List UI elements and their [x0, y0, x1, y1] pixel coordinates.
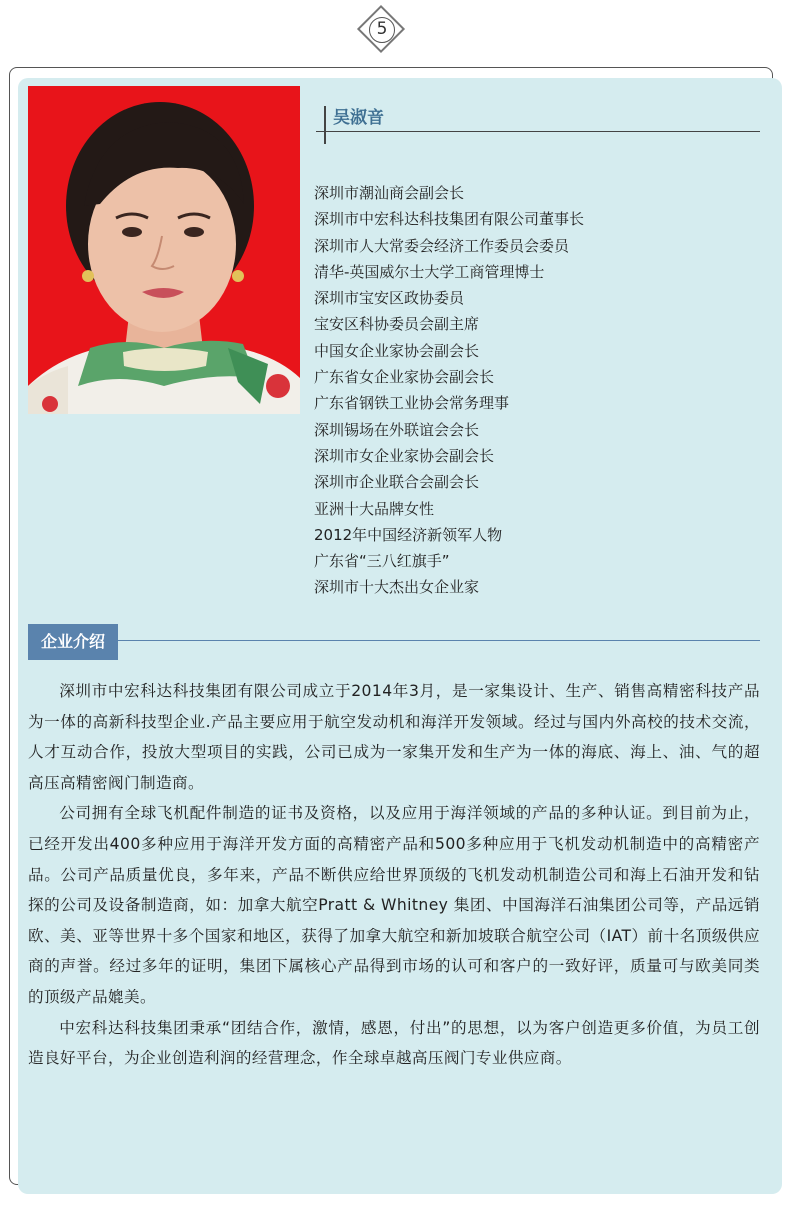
section-divider: [118, 640, 760, 641]
intro-paragraph: 深圳市中宏科达科技集团有限公司成立于2014年3月，是一家集设计、生产、销售高精密科技产品为一体的高新科技型企业.产品主要应用于航空发动机和海洋开发领域。经过与国内外高校的技术交流，人才互动合作，投放大型项目的实践，公司已成为一家集开发和生产为一体的海底、海上、油、气的超高压高精密阀门制造商。: [28, 682, 760, 792]
title-item: 广东省钢铁工业协会常务理事: [314, 394, 510, 413]
title-item: 深圳市潮汕商会副会长: [314, 184, 465, 202]
title-item: 深圳市企业联合会副会长: [314, 473, 480, 492]
portrait-photo: [28, 86, 300, 414]
title-item: 宝安区科协委员会副主席: [314, 315, 480, 334]
title-item: 2012年中国经济新领军人物: [314, 525, 503, 544]
title-item: 深圳市宝安区政协委员: [314, 289, 465, 308]
section-number-badge: [358, 6, 406, 54]
title-item: 清华-英国威尔士大学工商管理博士: [314, 262, 545, 281]
name-marker-line: [324, 106, 326, 144]
title-item: 亚洲十大品牌女性: [314, 499, 435, 518]
person-portrait-icon: [28, 86, 300, 414]
title-item: 深圳市中宏科达科技集团有限公司董事长: [314, 210, 585, 229]
intro-paragraph: 公司拥有全球飞机配件制造的证书及资格，以及应用于海洋领域的产品的多种认证。到目前为止，已经开发出400多种应用于海洋开发方面的高精密产品和500多种应用于飞机发动机制造中的高精密产品。公司产品质量优良，多年来，产品不断供应给世界顶级的飞机发动机制造公司和海上石油开发和钻探的公司及设备制造商，如：加拿大航空Pratt & Whitney 集团、中国海洋石油集团公司等，产品远销欧、美、亚等世界十多个国家和地区，获得了加拿大航空和新加坡联合航空公司（IAT）前十名顶级供应商的声誉。经过多年的证明，集团下属核心产品得到市场的认可和客户的一致好评，质量可与欧美同类的顶级产品媲美。: [28, 804, 760, 1006]
intro-paragraph: 中宏科达科技集团秉承“团结合作，激情，感恩，付出”的思想，以为客户创造更多价值，为员工创造良好平台，为企业创造利润的经营理念，作全球卓越高压阀门专业供应商。: [28, 1018, 760, 1068]
company-intro: [28, 676, 760, 1074]
title-item: 广东省“三八红旗手”: [314, 552, 450, 571]
person-name: 吴淑音: [333, 108, 384, 128]
title-item: 深圳市女企业家协会副会长: [314, 446, 495, 465]
title-item: 深圳市人大常委会经济工作委员会委员: [314, 236, 570, 255]
title-item: 中国女企业家协会副会长: [314, 341, 480, 360]
title-item: 深圳市十大杰出女企业家: [314, 578, 480, 597]
section-heading: 企业介绍: [28, 624, 118, 660]
name-underline: [316, 131, 760, 132]
titles-list: [314, 180, 584, 601]
title-item: 深圳锡场在外联谊会会长: [314, 420, 480, 439]
title-item: 广东省女企业家协会副会长: [314, 368, 495, 387]
section-number: 5: [369, 17, 395, 43]
